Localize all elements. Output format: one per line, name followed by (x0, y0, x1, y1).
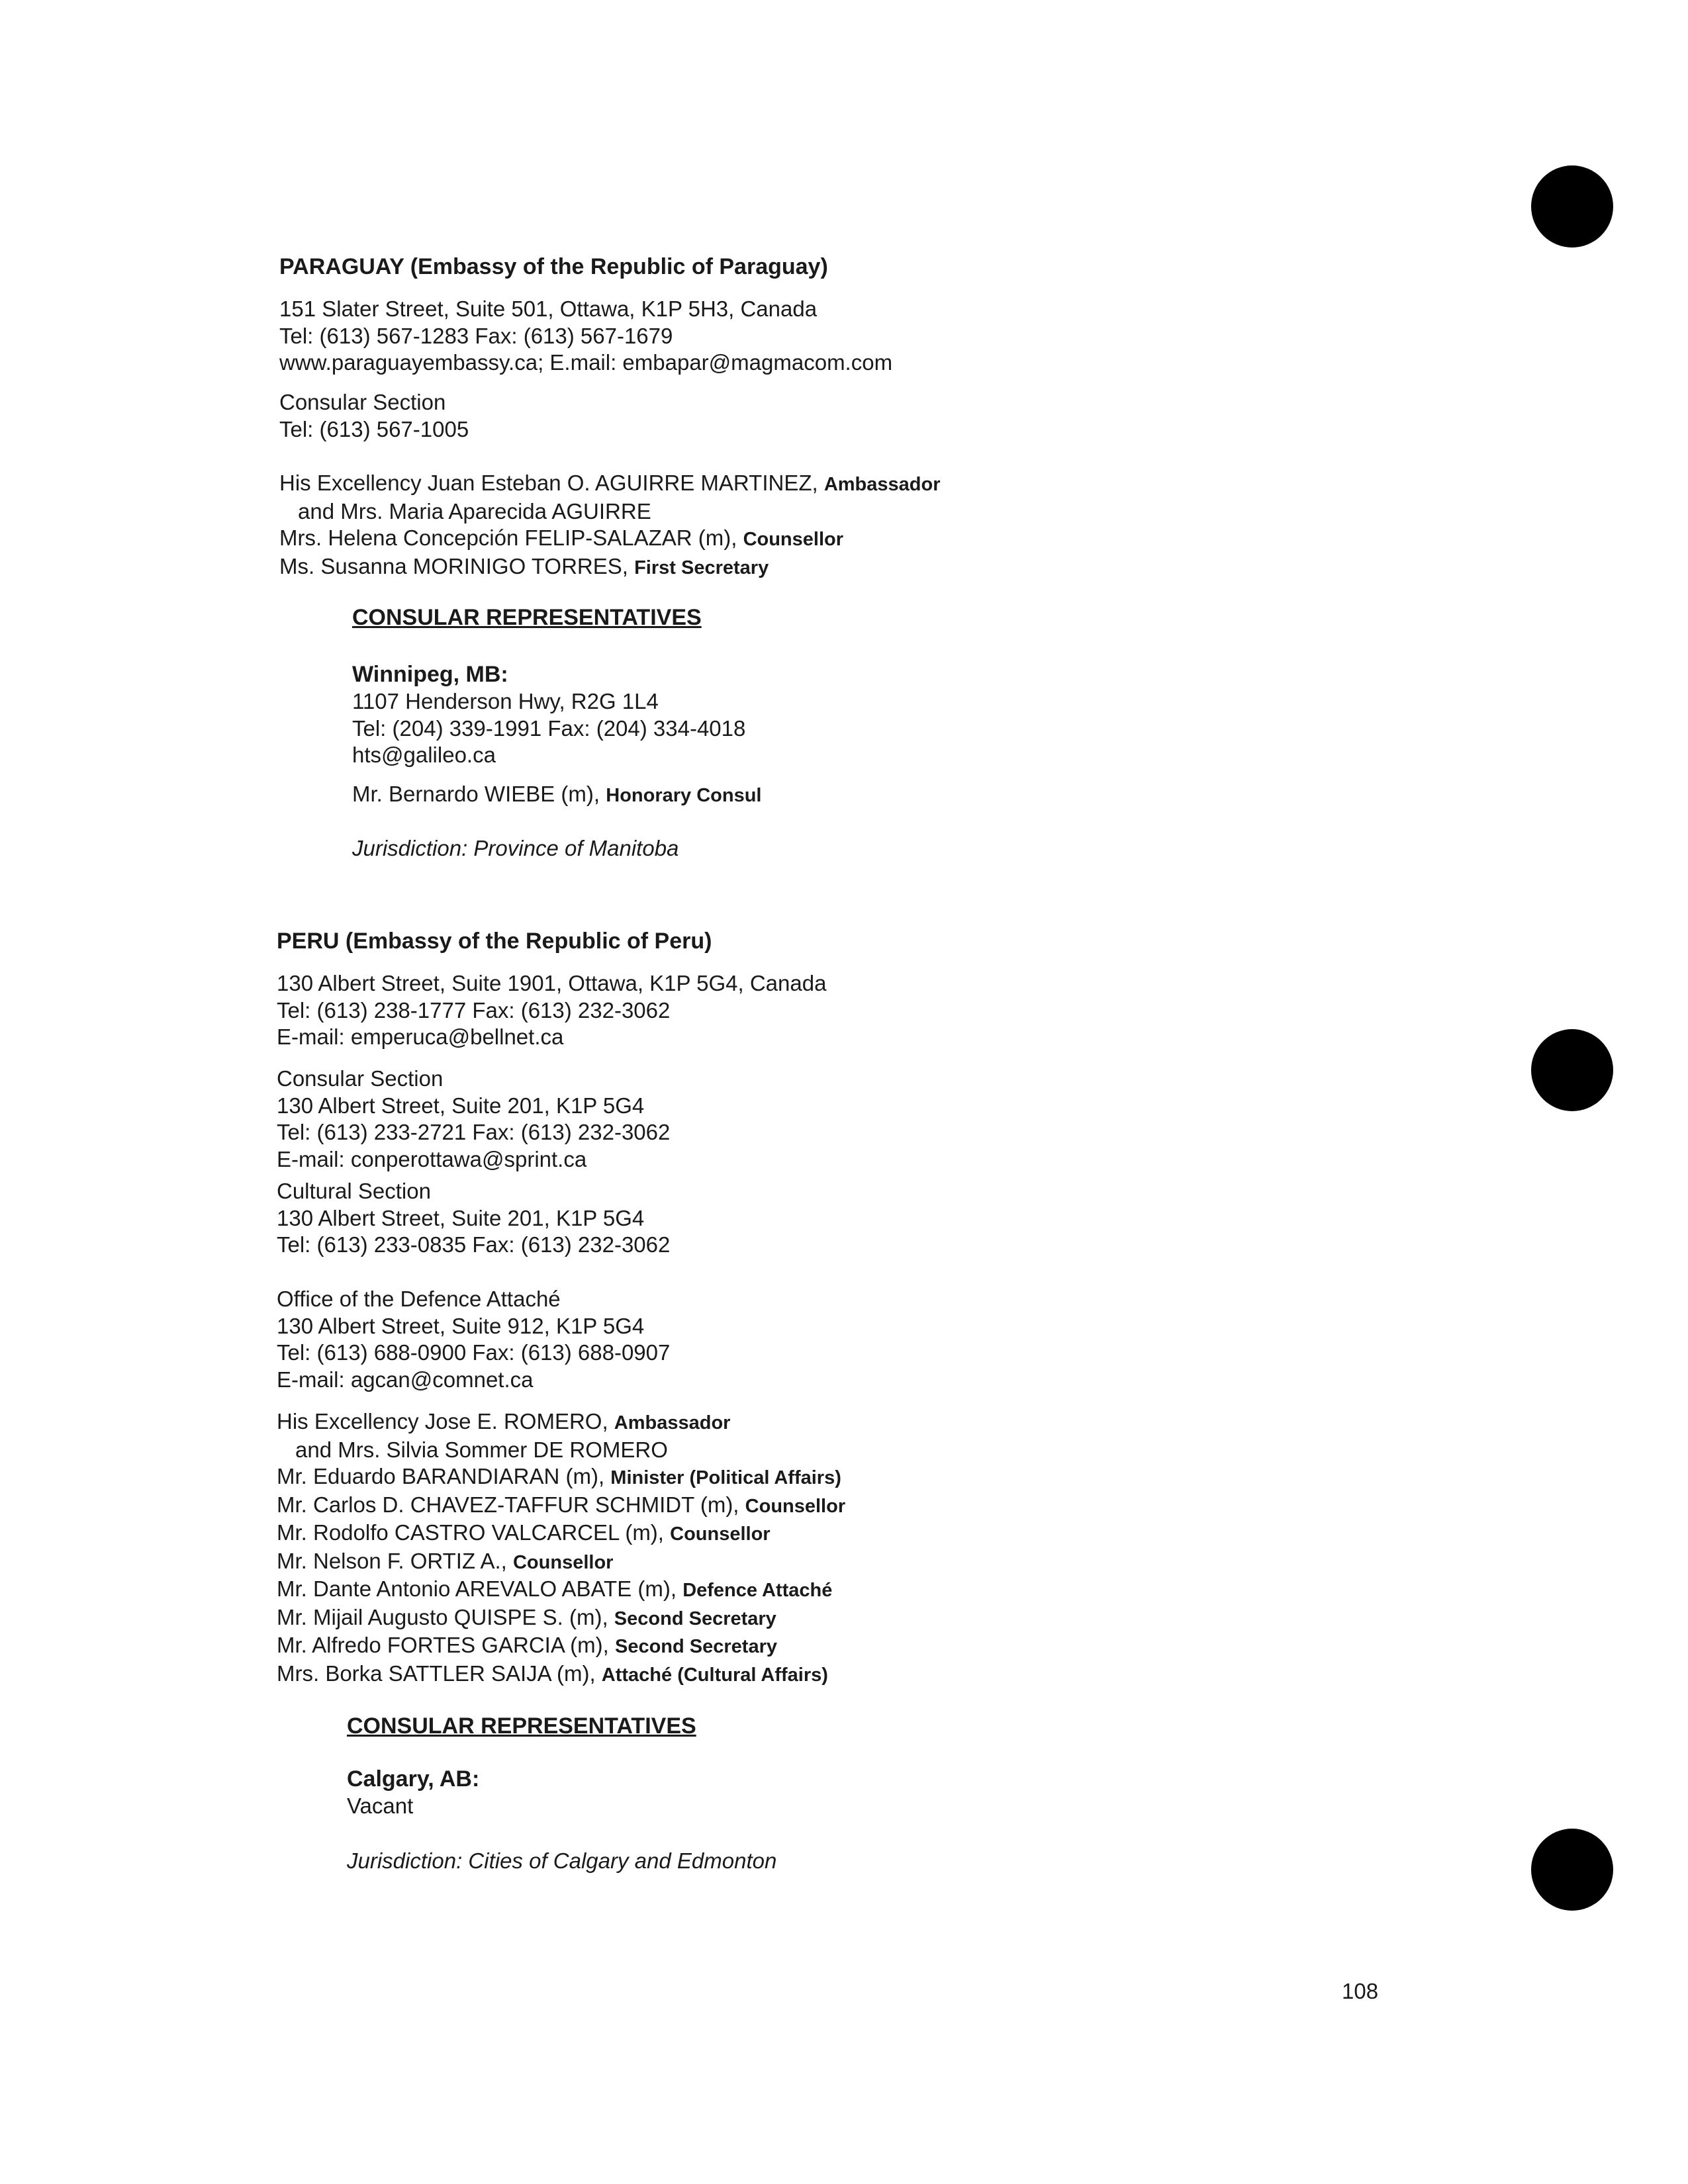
rep-city: Calgary, AB: (347, 1766, 480, 1792)
peru-cultural-section (277, 1178, 670, 1259)
peru-rep-calgary (347, 1765, 479, 1820)
punch-hole-bottom (1531, 1829, 1613, 1911)
staff-entry (279, 525, 941, 553)
phone-line: Tel: (613) 238-1777 Fax: (613) 232-3062 (277, 997, 671, 1023)
staff-name: Mr. Nelson F. ORTIZ A., (277, 1548, 513, 1573)
staff-name: Mr. Eduardo BARANDIARAN (m), (277, 1464, 611, 1488)
staff-role: First Secretary (634, 557, 769, 578)
address-line: 151 Slater Street, Suite 501, Ottawa, K1P 5H3, Canada (279, 296, 818, 321)
staff-name: His Excellency Jose E. ROMERO, (277, 1409, 614, 1433)
consular-representatives-heading: CONSULAR REPRESENTATIVES (347, 1713, 696, 1739)
staff-role: Second Secretary (614, 1636, 777, 1657)
peru-consular-section (277, 1066, 670, 1173)
address-line: 130 Albert Street, Suite 912, K1P 5G4 (277, 1313, 645, 1338)
staff-name: Mr. Bernardo WIEBE (m), (352, 782, 606, 806)
staff-role: Ambassador (823, 474, 941, 495)
staff-name: and Mrs. Maria Aparecida AGUIRRE (298, 498, 651, 523)
paraguay-jurisdiction (352, 835, 679, 862)
staff-name: Mr. Carlos D. CHAVEZ-TAFFUR SCHMIDT (m), (277, 1492, 745, 1517)
staff-name: Mr. Mijail Augusto QUISPE S. (m), (277, 1604, 614, 1629)
phone-line: Tel: (613) 688-0900 Fax: (613) 688-0907 (277, 1340, 671, 1365)
phone-line: Tel: (204) 339-1991 Fax: (204) 334-4018 (352, 715, 746, 741)
staff-entry (277, 1632, 845, 1661)
paraguay-title (279, 253, 828, 281)
section-label: Consular Section (279, 390, 446, 414)
staff-entry (277, 1548, 845, 1576)
staff-entry (279, 553, 941, 582)
address-line: 1107 Henderson Hwy, R2G 1L4 (352, 689, 659, 713)
staff-name: His Excellency Juan Esteban O. AGUIRRE MARTINEZ, (279, 471, 824, 495)
jurisdiction-note: Jurisdiction: Province of Manitoba (352, 836, 679, 860)
section-label: Consular Section (277, 1066, 444, 1091)
email-line: E-mail: agcan@comnet.ca (277, 1367, 534, 1392)
section-label: Cultural Section (277, 1179, 431, 1203)
staff-role: Counsellor (745, 1495, 846, 1517)
paraguay-consular-reps (352, 604, 702, 631)
staff-entry (277, 1520, 845, 1548)
staff-role: Honorary Consul (606, 785, 762, 806)
staff-name: and Mrs. Silvia Sommer DE ROMERO (295, 1437, 668, 1462)
staff-entry (279, 498, 941, 525)
paraguay-rep-winnipeg (352, 660, 745, 769)
section-label: Office of the Defence Attaché (277, 1287, 561, 1311)
staff-role: Counsellor (670, 1524, 771, 1545)
staff-entry (277, 1463, 845, 1492)
country-title: PARAGUAY (Embassy of the Republic of Paraguay) (279, 254, 828, 279)
country-title: PERU (Embassy of the Republic of Peru) (277, 929, 712, 954)
staff-entry (277, 1408, 845, 1437)
staff-name: Mrs. Borka SATTLER SAIJA (m), (277, 1661, 602, 1686)
staff-role: Defence Attaché (682, 1580, 833, 1601)
staff-role: Second Secretary (614, 1608, 776, 1629)
staff-entry (277, 1576, 845, 1604)
peru-consular-reps (347, 1712, 696, 1740)
staff-entry (277, 1604, 845, 1633)
staff-role: Ambassador (614, 1412, 731, 1433)
phone-line: Tel: (613) 233-2721 Fax: (613) 232-3062 (277, 1120, 671, 1144)
peru-address (277, 970, 826, 1051)
staff-entry (277, 1437, 845, 1464)
phone-line: Tel: (613) 567-1283 Fax: (613) 567-1679 (279, 323, 673, 348)
staff-name: Mr. Dante Antonio AREVALO ABATE (m), (277, 1576, 683, 1601)
paraguay-rep-person (352, 781, 762, 809)
punch-hole-top (1531, 165, 1613, 248)
email-line: hts@galileo.ca (352, 743, 496, 767)
peru-defence-section (277, 1286, 670, 1393)
peru-title (277, 927, 712, 955)
phone-line: Tel: (613) 233-0835 Fax: (613) 232-3062 (277, 1232, 671, 1257)
page-number: 108 (1342, 1979, 1379, 2003)
paraguay-staff-list (279, 470, 941, 581)
phone-line: Tel: (613) 567-1005 (279, 416, 469, 441)
paraguay-consular-section (279, 389, 469, 443)
staff-role: Counsellor (743, 529, 844, 550)
peru-staff-list (277, 1408, 845, 1688)
web-email-line: www.paraguayembassy.ca; E.mail: embapar@magmacom.com (279, 350, 893, 375)
peru-jurisdiction (347, 1848, 776, 1875)
address-line: 130 Albert Street, Suite 1901, Ottawa, K1P 5G4, Canada (277, 971, 827, 995)
paraguay-address (279, 296, 892, 377)
email-line: E-mail: emperuca@bellnet.ca (277, 1024, 564, 1049)
staff-role: Attaché (Cultural Affairs) (601, 1664, 828, 1686)
staff-name: Mrs. Helena Concepción FELIP-SALAZAR (m), (279, 525, 743, 550)
staff-role: Counsellor (512, 1551, 614, 1573)
staff-name: Mr. Rodolfo CASTRO VALCARCEL (m), (277, 1520, 671, 1545)
staff-entry (277, 1492, 845, 1520)
staff-role: Minister (Political Affairs) (610, 1467, 841, 1488)
rep-city: Winnipeg, MB: (352, 662, 508, 687)
staff-name: Mr. Alfredo FORTES GARCIA (m), (277, 1633, 615, 1657)
rep-status: Vacant (347, 1794, 414, 1818)
staff-entry (352, 781, 762, 809)
staff-name: Ms. Susanna MORINIGO TORRES, (279, 553, 635, 578)
staff-entry (277, 1661, 845, 1689)
punch-hole-middle (1531, 1029, 1613, 1111)
address-line: 130 Albert Street, Suite 201, K1P 5G4 (277, 1205, 645, 1230)
staff-entry (279, 470, 941, 498)
address-line: 130 Albert Street, Suite 201, K1P 5G4 (277, 1093, 645, 1118)
email-line: E-mail: conperottawa@sprint.ca (277, 1146, 587, 1171)
consular-representatives-heading: CONSULAR REPRESENTATIVES (352, 605, 702, 630)
jurisdiction-note: Jurisdiction: Cities of Calgary and Edmonton (347, 1848, 777, 1873)
